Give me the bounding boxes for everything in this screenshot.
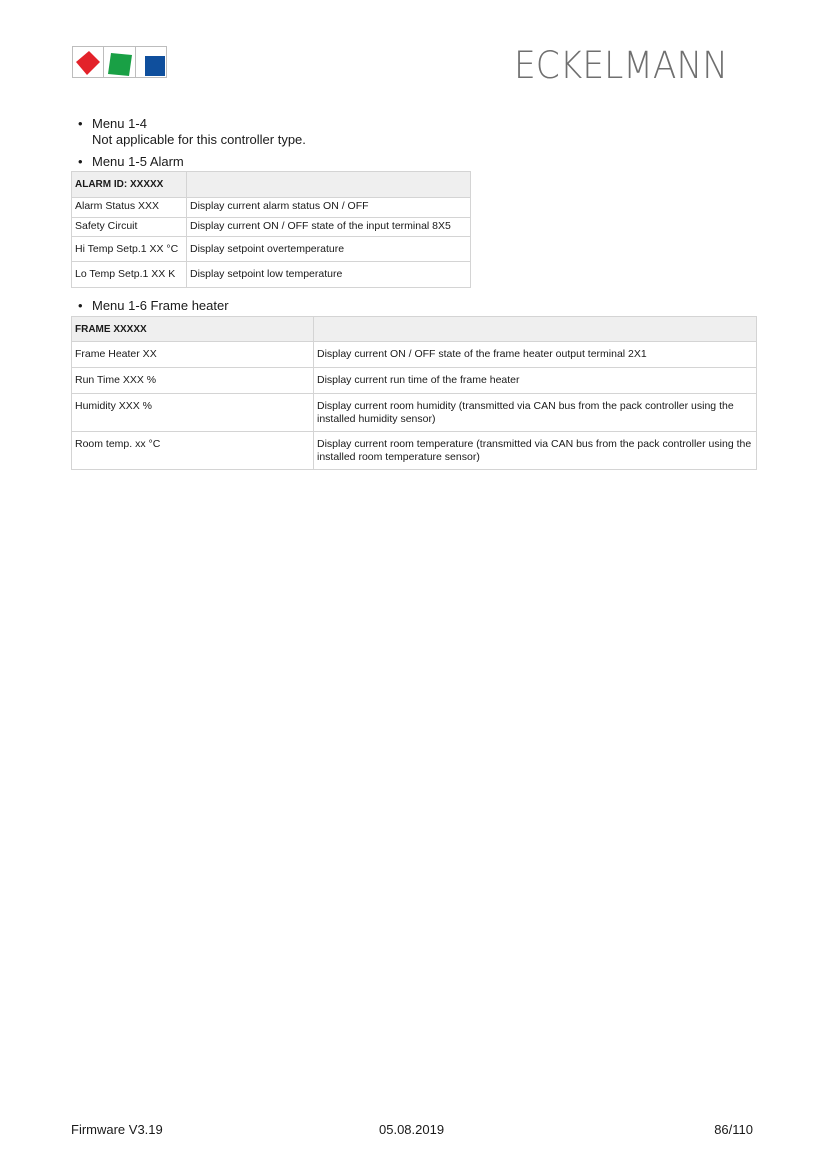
- eckelmann-logo: [72, 46, 167, 78]
- table-cell-description: Display current ON / OFF state of the input terminal 8X5: [187, 218, 471, 237]
- bullet-icon: •: [78, 116, 83, 131]
- table-cell-description: Display current room humidity (transmitted via CAN bus from the pack controller using the installed humidity sensor): [314, 394, 757, 432]
- table-cell-parameter: Hi Temp Setp.1 XX °C: [72, 237, 187, 262]
- frame-heater-table: [71, 316, 757, 470]
- menu-1-4-heading: • Menu 1-4: [78, 116, 147, 131]
- table-cell-description: Display current alarm status ON / OFF: [187, 198, 471, 218]
- table-cell-description: Display setpoint low temperature: [187, 262, 471, 288]
- alarm-table: [71, 171, 471, 288]
- logo-blue-square: [145, 56, 165, 76]
- table-cell-parameter: Humidity XXX %: [72, 394, 314, 432]
- table-header-cell: [314, 317, 757, 342]
- table-row: [72, 262, 471, 288]
- table-row: [72, 198, 471, 218]
- table-header-row: [72, 317, 757, 342]
- table-row: [72, 394, 757, 432]
- table-cell-parameter: Safety Circuit: [72, 218, 187, 237]
- table-cell-parameter: Run Time XXX %: [72, 368, 314, 394]
- table-cell-parameter: Room temp. xx °C: [72, 432, 314, 470]
- table-header-cell: ALARM ID: XXXXX: [72, 172, 187, 198]
- bullet-icon: •: [78, 298, 83, 313]
- table-header-cell: FRAME XXXXX: [72, 317, 314, 342]
- table-row: [72, 432, 757, 470]
- table-cell-parameter: Frame Heater XX: [72, 342, 314, 368]
- table-row: [72, 237, 471, 262]
- table-cell-parameter: Alarm Status XXX: [72, 198, 187, 218]
- table-row: [72, 368, 757, 394]
- table-row: [72, 342, 757, 368]
- table-header-row: [72, 172, 471, 198]
- brand-wordmark: ECKELMANN: [514, 44, 728, 87]
- menu-1-6-heading: • Menu 1-6 Frame heater: [78, 298, 229, 313]
- bullet-icon: •: [78, 154, 83, 169]
- table-header-cell: [187, 172, 471, 198]
- footer-firmware: Firmware V3.19: [71, 1122, 163, 1137]
- table-cell-description: Display setpoint overtemperature: [187, 237, 471, 262]
- table-cell-description: Display current ON / OFF state of the frame heater output terminal 2X1: [314, 342, 757, 368]
- menu-1-4-note: Not applicable for this controller type.: [92, 132, 306, 147]
- table-row: [72, 218, 471, 237]
- logo-green-square: [108, 53, 132, 76]
- footer-date: 05.08.2019: [379, 1122, 445, 1137]
- table-cell-description: Display current run time of the frame heater: [314, 368, 757, 394]
- menu-1-5-heading: • Menu 1-5 Alarm: [78, 154, 184, 169]
- table-cell-description: Display current room temperature (transmitted via CAN bus from the pack controller using the installed room temperature sensor): [314, 432, 757, 470]
- table-cell-parameter: Lo Temp Setp.1 XX K: [72, 262, 187, 288]
- footer-page-number: 86/110: [714, 1122, 753, 1137]
